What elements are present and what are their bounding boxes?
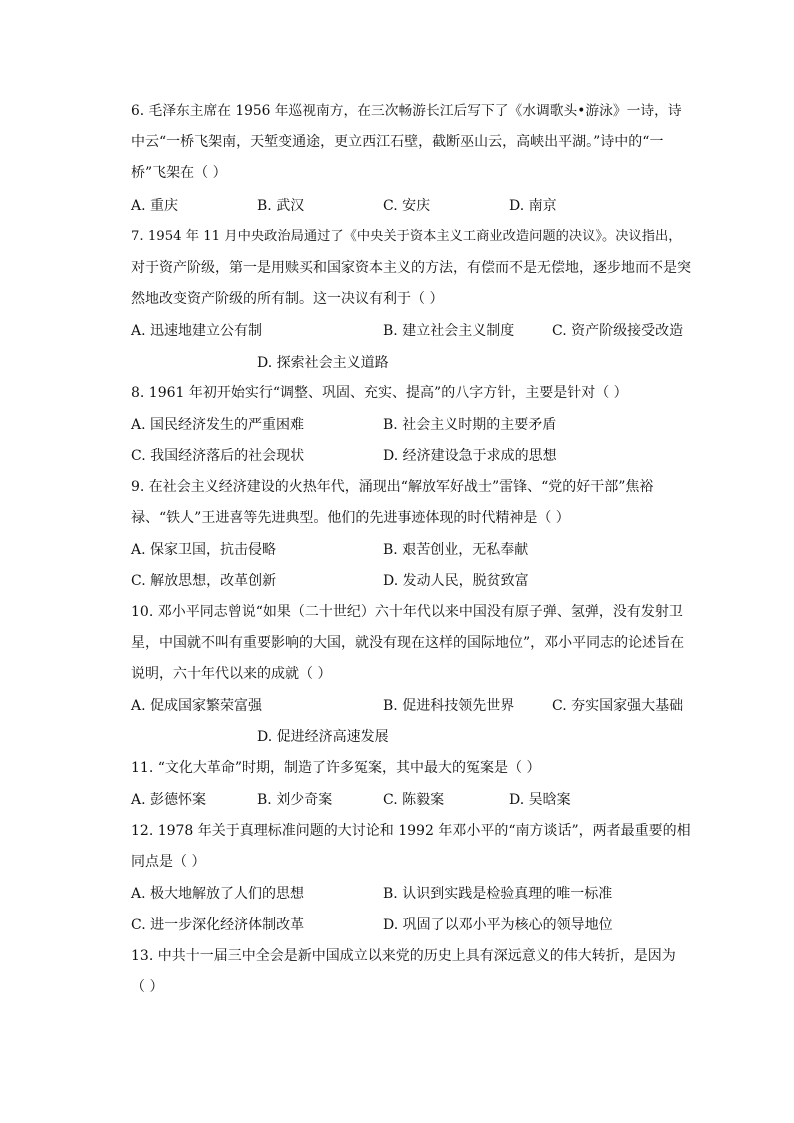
question-10-option-a: A. 促成国家繁荣富强 (131, 698, 263, 714)
question-7-option-b: B. 建立社会主义制度 (383, 323, 515, 339)
question-6-option-c: C. 安庆 (383, 198, 431, 214)
question-8-option-a: A. 国民经济发生的严重困难 (131, 417, 305, 433)
question-9-option-a: A. 保家卫国，抗击侵略 (131, 542, 277, 558)
question-6-option-a: A. 重庆 (131, 198, 179, 214)
question-10-line-1: 10. 邓小平同志曾说“如果（二十世纪）六十年代以来中国没有原子弹、氢弹，没有发射卫 (131, 604, 683, 620)
question-6-option-b: B. 武汉 (257, 198, 305, 214)
question-8-option-c: C. 我国经济落后的社会现状 (131, 448, 305, 464)
question-12-option-b: B. 认识到实践是检验真理的唯一标准 (383, 886, 613, 902)
question-11-option-a: A. 彭德怀案 (131, 792, 207, 808)
question-11-line-1: 11. “文化大革命”时期，制造了许多冤案，其中最大的冤案是（ ） (131, 760, 541, 776)
question-7-option-d: D. 探索社会主义道路 (257, 355, 389, 371)
question-6-line-1: 6. 毛泽东主席在 1956 年巡视南方，在三次畅游长江后写下了《水调歌头•游泳》一诗，诗 (131, 103, 682, 119)
question-7-line-2: 对于资产阶级，第一是用赎买和国家资本主义的方法，有偿而不是无偿地，逐步地而不是突 (131, 260, 691, 276)
question-11-option-b: B. 刘少奇案 (257, 792, 333, 808)
question-6-option-d: D. 南京 (509, 198, 557, 214)
question-9-line-1: 9. 在社会主义经济建设的火热年代，涌现出“解放军好战士”雷锋、“党的好干部”焦裕 (131, 479, 654, 495)
question-10-line-3: 说明，六十年代以来的成就（ ） (131, 666, 332, 682)
question-9-option-d: D. 发动人民，脱贫致富 (383, 573, 529, 589)
question-10-option-b: B. 促进科技领先世界 (383, 698, 515, 714)
question-12-line-1: 12. 1978 年关于真理标准问题的大讨论和 1992 年邓小平的“南方谈话”，两者最重要的相 (131, 823, 691, 839)
question-9-line-2: 禄、“铁人”王进喜等先进典型。他们的先进事迹体现的时代精神是（ ） (131, 510, 570, 526)
question-7-line-3: 然地改变资产阶级的所有制。这一决议有利于（ ） (131, 291, 444, 307)
question-8-option-b: B. 社会主义时期的主要矛盾 (383, 417, 557, 433)
question-9-option-b: B. 艰苦创业，无私奉献 (383, 542, 529, 558)
question-6-line-2: 中云“一桥飞架南，天堑变通途，更立西江石壁，截断巫山云，高峡出平湖。”诗中的“一 (131, 134, 664, 150)
question-10-line-2: 星，中国就不叫有重要影响的大国，就没有现在这样的国际地位”，邓小平同志的论述旨在 (131, 635, 685, 651)
question-12-option-a: A. 极大地解放了人们的思想 (131, 886, 305, 902)
question-8-line-1: 8. 1961 年初开始实行“调整、巩固、充实、提高”的八字方针，主要是针对（ ） (131, 385, 628, 401)
question-12-option-c: C. 进一步深化经济体制改革 (131, 917, 305, 933)
question-13-line-2: （ ） (131, 979, 164, 995)
question-11-option-c: C. 陈毅案 (383, 792, 445, 808)
question-10-option-c: C. 夯实国家强大基础 (552, 698, 684, 714)
question-12-line-2: 同点是（ ） (131, 854, 206, 870)
question-7-line-1: 7. 1954 年 11 月中央政治局通过了《中央关于资本主义工商业改造问题的决议》。决议指出， (131, 229, 682, 244)
question-12-option-d: D. 巩固了以邓小平为核心的领导地位 (383, 917, 613, 933)
question-10-option-d: D. 促进经济高速发展 (257, 729, 389, 745)
question-11-option-d: D. 吴晗案 (509, 792, 571, 808)
question-6-line-3: 桥”飞架在（ ） (131, 165, 227, 181)
question-7-option-a: A. 迅速地建立公有制 (131, 323, 263, 339)
question-7-option-c: C. 资产阶级接受改造 (552, 323, 684, 339)
question-13-line-1: 13. 中共十一届三中全会是新中国成立以来党的历史上具有深远意义的伟大转折，是因为 (131, 948, 676, 964)
question-8-option-d: D. 经济建设急于求成的思想 (383, 448, 557, 464)
question-9-option-c: C. 解放思想，改革创新 (131, 573, 277, 589)
